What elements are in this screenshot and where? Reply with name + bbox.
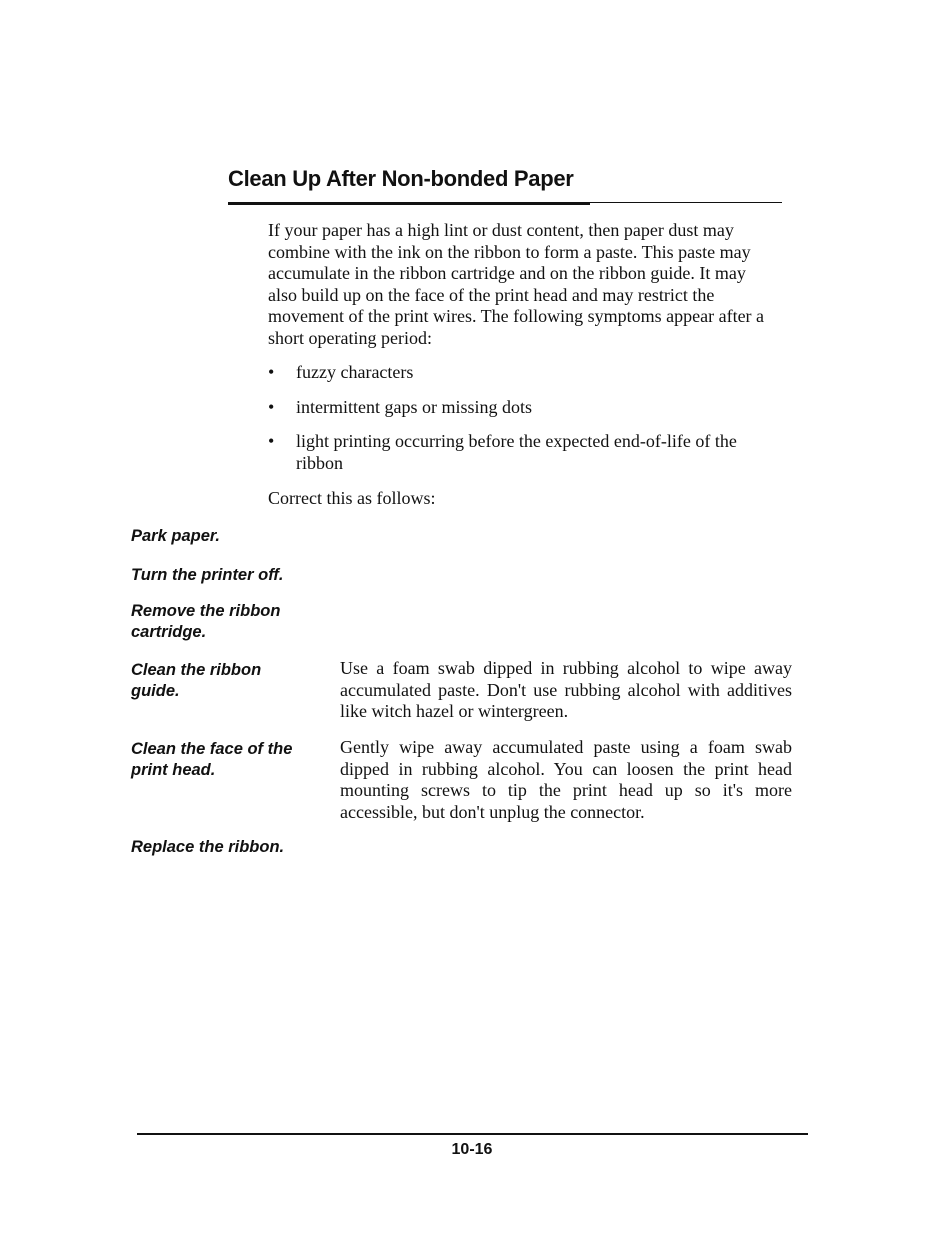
step-description-clean-print-head: Gently wipe away accumulated paste using a foam swab dipped in rubbing alcohol. You can loosen the print head mounting screws to tip the print head up so it's more accessible, but don't unplug the connector. <box>340 737 792 822</box>
heading-underline-thin <box>590 202 782 203</box>
step-label-clean-guide: Clean the ribbon guide. <box>131 661 262 700</box>
list-item <box>266 431 784 474</box>
footer-rule <box>137 1133 808 1135</box>
bullet-icon: • <box>268 362 275 382</box>
list-item <box>266 397 796 419</box>
intro-paragraph: If your paper has a high lint or dust content, then paper dust may combine with the ink on the ribbon to form a paste. This paste may accumulate in the ribbon cartridge and on the ribbon guide. It may also build up on the face of the print head and may restrict the movement of the print wires. The following symptoms appear after a short operating period: <box>268 220 765 348</box>
section-heading: Clean Up After Non-bonded Paper <box>228 166 574 191</box>
correct-intro: Correct this as follows: <box>268 488 436 508</box>
symptom-list <box>266 362 796 487</box>
bullet-icon: • <box>268 396 275 417</box>
symptom-text: light printing occurring before the expected end-of-life of the ribbon <box>296 431 737 473</box>
step-label-turn-off: Turn the printer off. <box>131 566 284 584</box>
page-number: 10-16 <box>451 1141 493 1158</box>
list-item <box>266 362 796 384</box>
step-description-clean-guide: Use a foam swab dipped in rubbing alcohol to wipe away accumulated paste. Don't use rubbing alcohol with additives like witch hazel or wintergreen. <box>340 658 792 721</box>
step-label-park-paper: Park paper. <box>131 527 220 545</box>
heading-underline-thick <box>228 202 590 205</box>
symptom-text: intermittent gaps or missing dots <box>296 396 532 417</box>
step-label-remove-cartridge: Remove the ribbon cartridge. <box>131 602 281 641</box>
symptom-text: fuzzy characters <box>296 362 414 382</box>
bullet-icon: • <box>268 431 275 451</box>
step-label-clean-print-head: Clean the face of the print head. <box>131 740 293 779</box>
step-label-replace-ribbon: Replace the ribbon. <box>131 838 285 856</box>
